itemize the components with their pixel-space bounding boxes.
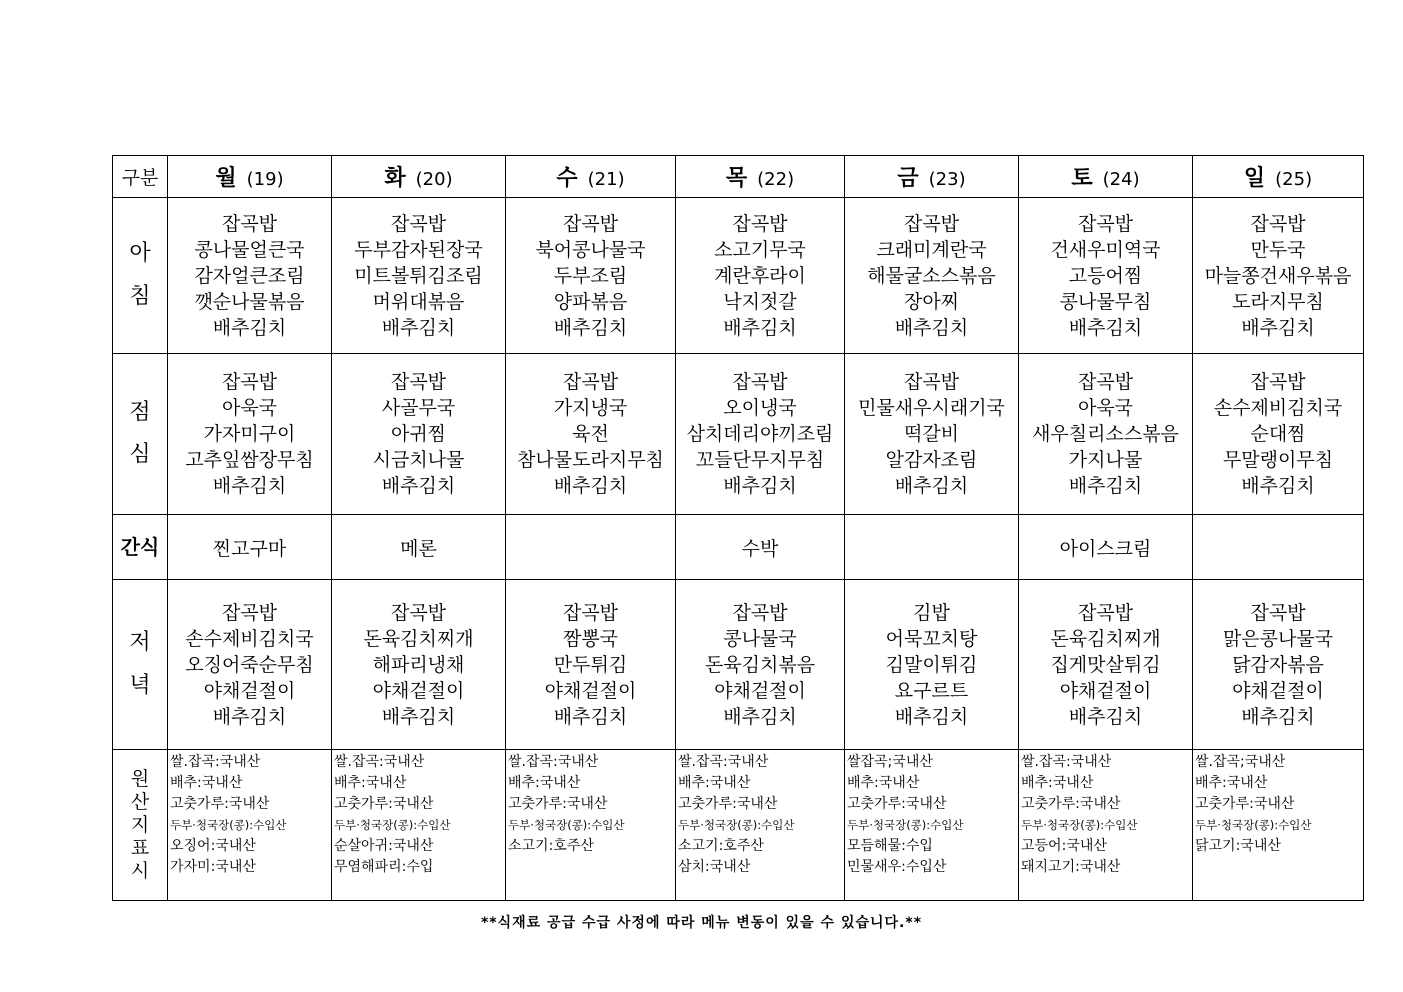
origin-label: 원 산 지 표 시 xyxy=(113,750,168,901)
menu-item: 아욱국 xyxy=(1077,397,1134,419)
menu-item: 잡곡밥 xyxy=(221,212,278,235)
snack-label: 간식 xyxy=(113,515,168,580)
menu-item: 잡곡밥 xyxy=(732,601,788,624)
origin-item: 고춧가루:국내산 xyxy=(170,796,270,812)
origin-item: 두부·청국장(콩):수입산 xyxy=(334,818,451,832)
menu-item: 잡곡밥 xyxy=(732,212,788,235)
category-header: 구분 xyxy=(113,156,168,198)
menu-item: 콩나물얼큰국 xyxy=(194,238,305,261)
snack-cell xyxy=(845,515,1019,580)
menu-item: 꼬들단무지무침 xyxy=(695,449,825,471)
origin-row xyxy=(113,750,1364,901)
origin-item: 고춧가루:국내산 xyxy=(334,796,434,812)
breakfast-cell xyxy=(1019,198,1193,354)
menu-item: 계란후라이 xyxy=(714,264,806,287)
menu-item: 야채겉절이 xyxy=(1059,679,1152,702)
menu-item: 소고기무국 xyxy=(714,238,806,261)
menu-item: 잡곡밥 xyxy=(1250,371,1306,393)
snack-row xyxy=(113,515,1364,580)
menu-item: 배추김치 xyxy=(1068,475,1143,497)
origin-item: 두부·청국장(콩):수입산 xyxy=(678,818,795,832)
day-header xyxy=(506,156,676,198)
menu-item: 고등어찜 xyxy=(1068,264,1143,287)
menu-item: 잡곡밥 xyxy=(1250,601,1306,624)
origin-item: 두부·청국장(콩):수입산 xyxy=(508,818,625,832)
day-date: (23) xyxy=(928,169,966,190)
dinner-cell xyxy=(1019,580,1193,750)
menu-item: 감자얼큰조림 xyxy=(194,264,305,287)
snack-cell xyxy=(506,515,676,580)
origin-item: 쌀.잡곡:국내산 xyxy=(678,754,769,770)
menu-item: 손수제비김치국 xyxy=(1213,397,1343,419)
menu-item: 배추김치 xyxy=(381,705,456,728)
snack-cell xyxy=(1193,515,1364,580)
menu-item: 배추김치 xyxy=(723,705,797,728)
breakfast-cell xyxy=(676,198,845,354)
dinner-cell xyxy=(676,580,845,750)
day-header xyxy=(845,156,1019,198)
lunch-label: 점 심 xyxy=(113,354,168,515)
day-name: 월 xyxy=(215,166,237,191)
origin-item: 두부·청국장(콩):수입산 xyxy=(170,818,287,832)
day-name: 일 xyxy=(1243,166,1266,191)
origin-item: 배추:국내산 xyxy=(1195,775,1268,791)
menu-item: 요구르트 xyxy=(894,679,969,702)
origin-item: 쌀.잡곡:국내산 xyxy=(170,754,261,770)
menu-item: 배추김치 xyxy=(723,475,797,497)
menu-item: 머위대볶음 xyxy=(372,290,465,313)
menu-item: 민물새우시래기국 xyxy=(858,397,1005,419)
origin-item: 순살아귀:국내산 xyxy=(334,838,434,854)
lunch-cell xyxy=(168,354,332,515)
origin-cell xyxy=(1193,750,1364,901)
menu-item: 삼치데리야끼조림 xyxy=(686,423,834,445)
dinner-label: 저 녁 xyxy=(113,580,168,750)
origin-item: 고춧가루:국내산 xyxy=(1021,796,1121,812)
breakfast-cell xyxy=(845,198,1019,354)
menu-item: 콩나물무침 xyxy=(1059,290,1152,313)
dinner-cell xyxy=(332,580,506,750)
menu-item: 배추김치 xyxy=(894,705,969,728)
origin-item: 고춧가루:국내산 xyxy=(1195,796,1295,812)
menu-item: 시금치나물 xyxy=(372,449,465,471)
menu-item: 배추김치 xyxy=(212,316,287,339)
snack-cell: 메론 xyxy=(332,515,506,580)
menu-item: 사골무국 xyxy=(381,397,456,419)
menu-item: 배추김치 xyxy=(553,316,628,339)
day-date: (25) xyxy=(1275,169,1313,190)
day-name: 토 xyxy=(1071,166,1093,191)
dinner-cell xyxy=(1193,580,1364,750)
origin-item: 배추:국내산 xyxy=(1021,775,1094,791)
menu-item: 배추김치 xyxy=(1241,316,1315,339)
origin-item: 쌀잡곡;국내산 xyxy=(847,754,933,770)
menu-item: 배추김치 xyxy=(381,475,456,497)
origin-item: 배추:국내산 xyxy=(847,775,920,791)
menu-item: 마늘쫑건새우볶음 xyxy=(1204,264,1352,287)
origin-item: 삼치:국내산 xyxy=(678,859,751,875)
day-name: 수 xyxy=(556,166,578,191)
menu-item: 배추김치 xyxy=(723,316,797,339)
menu-item: 오징어죽순무침 xyxy=(185,653,314,676)
menu-item: 배추김치 xyxy=(553,705,628,728)
day-header xyxy=(676,156,845,198)
day-date: (20) xyxy=(415,169,453,190)
lunch-cell xyxy=(845,354,1019,515)
menu-item: 잡곡밥 xyxy=(1077,212,1134,235)
day-header xyxy=(1019,156,1193,198)
breakfast-cell xyxy=(1193,198,1364,354)
menu-item: 잡곡밥 xyxy=(732,371,788,393)
origin-item: 민물새우:수입산 xyxy=(847,859,947,875)
menu-item: 야채겉절이 xyxy=(203,679,296,702)
dinner-cell xyxy=(168,580,332,750)
menu-item: 가지냉국 xyxy=(553,397,628,419)
origin-cell xyxy=(1019,750,1193,901)
lunch-cell xyxy=(1193,354,1364,515)
menu-item: 순대찜 xyxy=(1250,423,1306,445)
day-header xyxy=(332,156,506,198)
origin-cell xyxy=(676,750,845,901)
day-header xyxy=(168,156,332,198)
day-date: (19) xyxy=(246,169,284,190)
day-name: 금 xyxy=(897,166,919,191)
origin-item: 쌀.잡곡:국내산 xyxy=(334,754,425,770)
origin-item: 쌀.잡곡:국내산 xyxy=(1021,754,1112,770)
menu-item: 손수제비김치국 xyxy=(185,627,314,650)
menu-item: 미트볼튀김조림 xyxy=(354,264,483,287)
menu-item: 양파볶음 xyxy=(553,290,628,313)
origin-item: 돼지고기:국내산 xyxy=(1021,859,1121,875)
menu-item: 배추김치 xyxy=(212,475,287,497)
menu-item: 잡곡밥 xyxy=(1077,371,1134,393)
origin-item: 소고기:호주산 xyxy=(678,838,764,854)
menu-item: 도라지무침 xyxy=(1232,290,1324,313)
menu-item: 가자미구이 xyxy=(203,423,296,445)
menu-item: 만두국 xyxy=(1250,238,1306,261)
origin-item: 배추:국내산 xyxy=(334,775,407,791)
menu-item: 잡곡밥 xyxy=(562,212,619,235)
menu-item: 배추김치 xyxy=(894,475,969,497)
snack-cell: 아이스크림 xyxy=(1019,515,1193,580)
origin-item: 두부·청국장(콩):수입산 xyxy=(847,818,964,832)
menu-item: 두부조림 xyxy=(553,264,628,287)
origin-item: 쌀.잡곡;국내산 xyxy=(1195,754,1286,770)
menu-item: 해파리냉채 xyxy=(372,653,465,676)
menu-item: 어묵꼬치탕 xyxy=(885,627,978,650)
menu-item: 잡곡밥 xyxy=(390,212,447,235)
origin-item: 무염해파리:수입 xyxy=(334,859,434,875)
menu-item: 배추김치 xyxy=(894,316,969,339)
origin-item: 두부·청국장(콩):수입산 xyxy=(1195,818,1312,832)
menu-item: 만두튀김 xyxy=(553,653,628,676)
menu-item: 장아찌 xyxy=(903,290,960,313)
menu-item: 깻순나물볶음 xyxy=(194,290,305,313)
menu-item: 배추김치 xyxy=(381,316,456,339)
origin-cell xyxy=(168,750,332,901)
origin-cell xyxy=(845,750,1019,901)
menu-item: 고추잎쌈장무침 xyxy=(185,449,314,471)
origin-cell xyxy=(332,750,506,901)
menu-item: 아귀찜 xyxy=(390,423,447,445)
menu-item: 떡갈비 xyxy=(903,423,960,445)
menu-item: 알감자조림 xyxy=(885,449,978,471)
origin-item: 쌀.잡곡:국내산 xyxy=(508,754,599,770)
menu-item: 맑은콩나물국 xyxy=(1222,627,1334,650)
snack-cell: 찐고구마 xyxy=(168,515,332,580)
menu-item: 북어콩나물국 xyxy=(535,238,646,261)
menu-item: 건새우미역국 xyxy=(1050,238,1161,261)
menu-item: 배추김치 xyxy=(1068,705,1143,728)
menu-item: 배추김치 xyxy=(1068,316,1143,339)
lunch-cell xyxy=(506,354,676,515)
dinner-cell xyxy=(845,580,1019,750)
menu-item: 아욱국 xyxy=(221,397,278,419)
lunch-row xyxy=(113,354,1364,515)
lunch-cell xyxy=(676,354,845,515)
day-date: (21) xyxy=(587,169,625,190)
lunch-cell xyxy=(1019,354,1193,515)
menu-item: 야채겉절이 xyxy=(372,679,465,702)
origin-item: 소고기:호주산 xyxy=(508,838,594,854)
menu-item: 해물굴소스볶음 xyxy=(867,264,996,287)
day-name: 목 xyxy=(725,166,748,191)
origin-item: 닭고기:국내산 xyxy=(1195,838,1281,854)
menu-item: 잡곡밥 xyxy=(390,601,447,624)
menu-item: 배추김치 xyxy=(1241,475,1315,497)
menu-item: 배추김치 xyxy=(553,475,628,497)
menu-item: 김밥 xyxy=(913,601,950,624)
origin-cell xyxy=(506,750,676,901)
header-row xyxy=(113,156,1364,198)
weekly-menu-table xyxy=(112,155,1364,901)
breakfast-cell xyxy=(168,198,332,354)
menu-item: 육전 xyxy=(572,423,609,445)
menu-item: 야채겉절이 xyxy=(714,679,806,702)
menu-item: 낙지젓갈 xyxy=(723,290,797,313)
menu-item: 두부감자된장국 xyxy=(354,238,483,261)
menu-change-notice: **식재료 공급 수급 사정에 따라 메뉴 변동이 있을 수 있습니다.** xyxy=(480,915,923,931)
dinner-cell xyxy=(506,580,676,750)
menu-item: 가지나물 xyxy=(1068,449,1143,471)
menu-item: 야채겉절이 xyxy=(1232,679,1324,702)
menu-item: 배추김치 xyxy=(212,705,287,728)
day-name: 화 xyxy=(384,166,406,191)
menu-item: 잡곡밥 xyxy=(390,371,447,393)
menu-item: 닭감자볶음 xyxy=(1232,653,1324,676)
menu-item: 새우칠리소스볶음 xyxy=(1032,423,1179,445)
menu-item: 집게맛살튀김 xyxy=(1050,653,1161,676)
menu-item: 돈육김치볶음 xyxy=(704,653,816,676)
day-date: (24) xyxy=(1102,169,1140,190)
menu-item: 잡곡밥 xyxy=(1250,212,1306,235)
origin-item: 고등어:국내산 xyxy=(1021,838,1107,854)
day-date: (22) xyxy=(757,169,795,190)
origin-item: 고춧가루:국내산 xyxy=(508,796,608,812)
snack-cell: 수박 xyxy=(676,515,845,580)
dinner-row xyxy=(113,580,1364,750)
menu-item: 참나물도라지무침 xyxy=(517,449,664,471)
menu-item: 배추김치 xyxy=(1241,705,1315,728)
breakfast-row xyxy=(113,198,1364,354)
menu-item: 오이냉국 xyxy=(723,397,797,419)
day-header xyxy=(1193,156,1364,198)
origin-item: 가자미:국내산 xyxy=(170,859,256,875)
origin-item: 두부·청국장(콩):수입산 xyxy=(1021,818,1138,832)
menu-item: 잡곡밥 xyxy=(903,212,960,235)
menu-item: 크래미계란국 xyxy=(876,238,987,261)
menu-item: 잡곡밥 xyxy=(562,371,619,393)
menu-item: 돈육김치찌개 xyxy=(363,627,474,650)
menu-item: 짬뽕국 xyxy=(562,627,619,650)
breakfast-cell xyxy=(506,198,676,354)
origin-item: 오징어:국내산 xyxy=(170,838,256,854)
lunch-cell xyxy=(332,354,506,515)
origin-item: 배추:국내산 xyxy=(508,775,581,791)
menu-item: 잡곡밥 xyxy=(221,371,278,393)
breakfast-label: 아 침 xyxy=(113,198,168,354)
origin-item: 배추:국내산 xyxy=(678,775,751,791)
menu-item: 잡곡밥 xyxy=(562,601,619,624)
menu-item: 콩나물국 xyxy=(723,627,797,650)
breakfast-cell xyxy=(332,198,506,354)
menu-item: 무말랭이무침 xyxy=(1222,449,1334,471)
origin-item: 고춧가루:국내산 xyxy=(678,796,778,812)
menu-item: 잡곡밥 xyxy=(903,371,960,393)
menu-item: 잡곡밥 xyxy=(221,601,278,624)
menu-item: 야채겉절이 xyxy=(544,679,637,702)
menu-item: 김말이튀김 xyxy=(885,653,978,676)
origin-item: 고춧가루:국내산 xyxy=(847,796,947,812)
origin-item: 배추:국내산 xyxy=(170,775,243,791)
origin-item: 모듬해물:수입 xyxy=(847,838,933,854)
menu-item: 잡곡밥 xyxy=(1077,601,1134,624)
menu-item: 돈육김치찌개 xyxy=(1050,627,1161,650)
